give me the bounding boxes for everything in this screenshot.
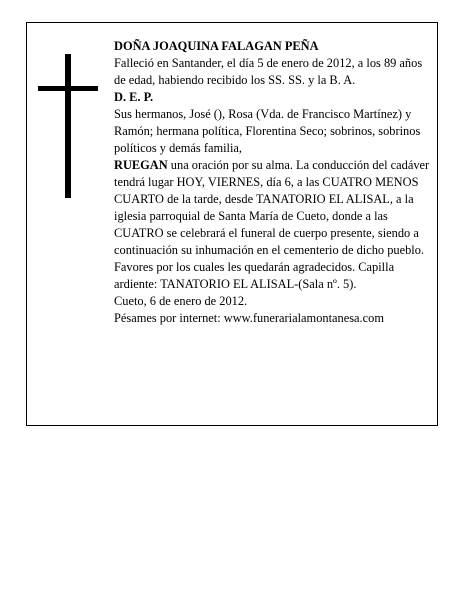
dep-line: D. E. P.: [114, 90, 154, 104]
cross-horizontal-bar: [38, 86, 98, 91]
place-date: Cueto, 6 de enero de 2012.: [114, 294, 248, 308]
request-paragraph: [114, 157, 430, 293]
deceased-name: DOÑA JOAQUINA FALAGAN PEÑA: [114, 39, 319, 53]
cross-vertical-bar: [65, 54, 71, 198]
condolences-line: Pésames por internet: www.funerarialamontanesa.com: [114, 311, 384, 325]
request-text: una oración por su alma. La conducción del cadáver tendrá lugar HOY, VIERNES, día 6, a las CUATRO MENOS CUARTO de la tarde, desde TANATORIO EL ALISAL, a la iglesia parroquial de Santa María de Cueto, donde a las CUATRO se celebrará el funeral de cuerpo presente, siendo a continuación su inhumación en el cementerio de dicho pueblo. Favores por los cuales les quedarán agradecidos. Capilla ardiente: TANATORIO EL ALISAL-(Sala nº. 5).: [114, 158, 430, 291]
latin-cross-icon: [38, 54, 98, 198]
ruegan-word: RUEGAN: [114, 158, 168, 172]
family-list: Sus hermanos, José (), Rosa (Vda. de Francisco Martínez) y Ramón; hermana política, Florentina Seco; sobrinos, sobrinos políticos y demás familia,: [114, 107, 421, 155]
death-info: Falleció en Santander, el día 5 de enero de 2012, a los 89 años de edad, habiendo recibido los SS. SS. y la B. A.: [114, 56, 423, 87]
obituary-text: [114, 38, 430, 327]
